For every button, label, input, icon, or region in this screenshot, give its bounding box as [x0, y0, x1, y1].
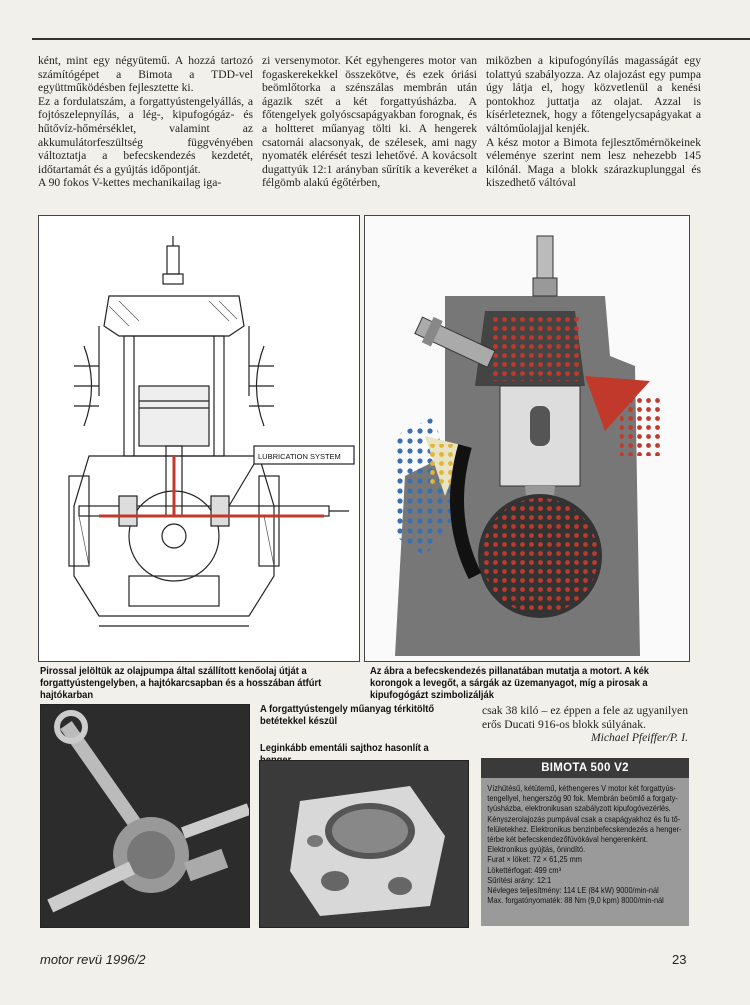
spec-line: Lökettérfogat: 499 cm³ — [487, 865, 562, 875]
spec-line: felületekhez. Elektronikus benzinbefecskendezés a henger- — [487, 824, 682, 834]
paragraph: ként, mint egy négyütemű. A hozzá tartozó számítógépet a Bimota a TDD-vel együttműködésben fejlesztette ki. — [38, 54, 253, 95]
paragraph: Ez a fordulatszám, a forgattyústengelyállás, a fojtószelepnyílás, a lég-, kipufogógáz- és hűtővíz-hőmérséklet, valamint az akkumulátorfeszültség függvényében változtatja a befecskendezés kezdetét, időtartamát és a gyújtás időpontját. — [38, 94, 253, 176]
caption-left: Pirossal jelöltük az olajpumpa által szállított kenőolaj útját a forgattyústengelyben, a hajtókarcsapban és a hosszában átfúrt hajtókarban — [40, 666, 322, 701]
spec-line: Kényszerolajozás pumpával csak a csapágyakhoz és fu tő- — [487, 814, 681, 824]
spec-line: Furat × löket: 72 × 61,25 mm — [487, 855, 582, 865]
spec-line: Max. forgatónyomaték: 88 Nm (9,0 kpm) 8000/min-nál — [487, 896, 664, 906]
page-number: 23 — [672, 952, 687, 967]
crankshaft-photo — [40, 704, 250, 928]
author-signature: Michael Pfeiffer/P. I. — [590, 731, 688, 745]
article-ending — [482, 704, 688, 745]
spec-box — [481, 758, 689, 926]
spec-body — [481, 778, 687, 912]
magazine-issue: motor revü 1996/2 — [40, 952, 146, 967]
cylinder-photo — [259, 760, 469, 928]
text-column-3 — [486, 54, 701, 190]
cylinder-image — [260, 761, 468, 927]
spec-line: tengellyel, hengerszög 90 fok. Membrán beömlő a forgaty- — [487, 794, 678, 804]
crankshaft-image — [41, 705, 249, 927]
spec-line: térbe két befecskendezőfúvókával hengerenként. — [487, 835, 648, 845]
paragraph: zi versenymotor. Két egyhengeres motor van fogaskerekekkel összekötve, és ezek óriási beömlőtorka a szénszálas membrán után ágazik szét a két forgattyúsházba. A főtengelyek golyóscsapágyakban forognak, és a holtteret műanyag tölti ki. A hengerek csatornái alacsonyak, de szélesek, ami nagy nyomaték elérését teszi lehetővé. A kovácsolt dugattyúk 12:1 arányban sűrítik a keveréket a félgömb alakú égőtérben, — [262, 54, 477, 190]
paragraph: A 90 fokos V-kettes mechanikailag iga- — [38, 176, 222, 190]
text-column-2 — [262, 54, 477, 190]
paragraph: miközben a kipufogónyílás magasságát egy tolattyú szabályozza. Az olajozást egy pumpa úgy látja el, hogy közvetlenül a kenési pontokhoz juttatja az olajat. Azzal is kísérleteznek, hogy a főtengelycsapágyakat a váltóműolajjal kenjék. — [486, 54, 701, 135]
top-rule — [32, 38, 750, 40]
paragraph: A kész motor a Bimota fejlesztőmérnökeinek véleménye szerint nem lesz nehezebb 145 kilónál. Maga a blokk szárazkuplunggal és kiszedhető váltóval — [486, 135, 701, 190]
spec-line: Elektronikus gyújtás, önindító. — [487, 845, 586, 855]
caption-photo1: A forgattyústengely műanyag térkitöltő betétekkel készül — [260, 704, 435, 727]
lubrication-diagram — [38, 215, 360, 662]
injection-diagram — [364, 215, 690, 662]
ending-text: csak 38 kiló – ez éppen a fele az ugyanilyen erős Ducati 916-os blokk súlyának. — [482, 704, 688, 731]
diagram-label: LUBRICATION SYSTEM — [258, 452, 341, 461]
caption-photo2: Leginkább ementáli sajthoz hasonlít a — [260, 743, 429, 754]
text-column-1 — [38, 54, 253, 190]
spec-line: Sűrítési arány: 12:1 — [487, 875, 552, 885]
spec-title: BIMOTA 500 V2 — [481, 758, 689, 778]
caption-right: Az ábra a befecskendezés pillanatában mutatja a motort. A kék korongok a levegőt, a sárgák az üzemanyagot, míg a pirosak a kipufogógázt szimbolizálják — [370, 666, 650, 701]
injection-moment-illustration — [365, 216, 689, 661]
spec-line: tyúsházba, elektronikusan szabályzott kipufogóvezérlés. — [487, 804, 671, 814]
spec-line: Vízhűtésű, kétütemű, kéthengeres V motor két forgattyús- — [487, 784, 676, 793]
spec-line: Névleges teljesítmény: 114 LE (84 kW) 9000/min-nál — [487, 886, 659, 896]
engine-cross-section-drawing — [39, 216, 359, 661]
